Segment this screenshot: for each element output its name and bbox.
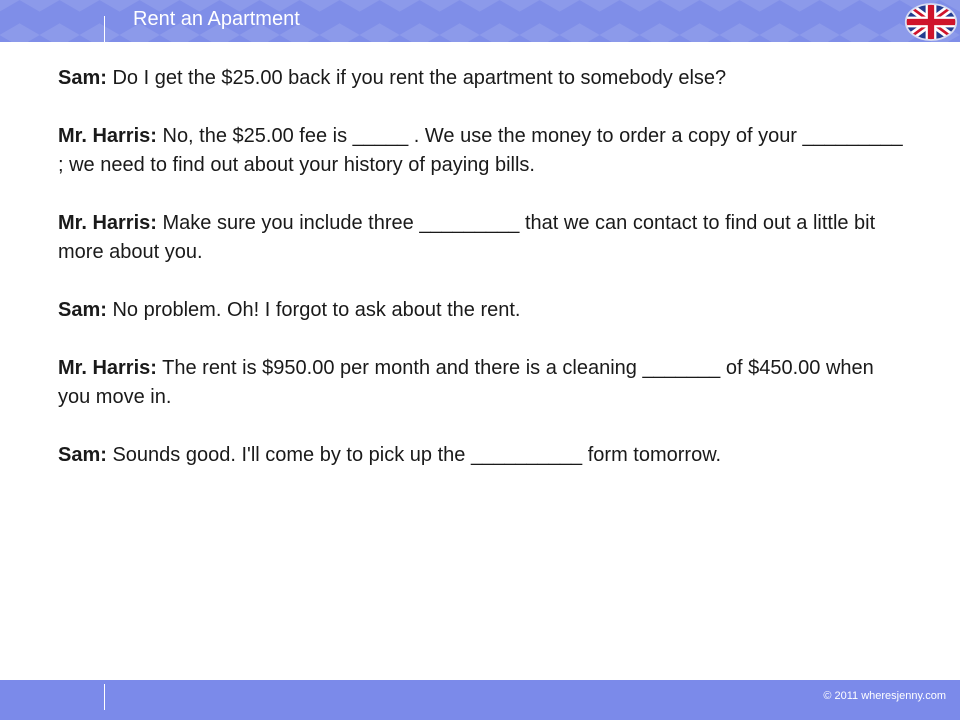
dialogue-paragraph: [58, 354, 908, 412]
answer-blank: _____: [352, 125, 409, 147]
dialogue-paragraph: [58, 122, 908, 180]
header-bar: [0, 0, 960, 42]
answer-blank: __________: [470, 444, 583, 466]
speaker-label: Mr. Harris:: [58, 125, 157, 147]
dialogue-text-segment: ; we need to find out about your history of paying bills.: [58, 154, 535, 176]
dialogue-text-segment: of $450.00 when you move in.: [58, 357, 874, 408]
dialogue-text-segment: form tomorrow.: [582, 444, 722, 466]
header-divider: [104, 16, 105, 42]
copyright-text: © 2011 wheresjenny.com: [823, 690, 946, 702]
answer-blank: _________: [419, 212, 520, 234]
dialogue-text-segment: Do I get the $25.00 back if you rent the apartment to somebody else?: [106, 67, 727, 89]
dialogue-text-segment: No, the $25.00 fee is: [156, 125, 353, 147]
dialogue-paragraph: [58, 441, 908, 470]
dialogue-paragraph: [58, 209, 908, 267]
answer-blank: _______: [642, 357, 721, 379]
dialogue-text-segment: No problem. Oh! I forgot to ask about the rent.: [106, 299, 521, 321]
dialogue-text-segment: The rent is $950.00 per month and there is a cleaning: [156, 357, 643, 379]
speaker-label: Mr. Harris:: [58, 212, 157, 234]
speaker-label: Sam:: [58, 67, 107, 89]
dialogue-text-segment: that we can contact to find out a little bit more about you.: [58, 212, 876, 263]
speaker-label: Mr. Harris:: [58, 357, 157, 379]
uk-flag-icon: [904, 2, 958, 42]
footer-divider: [104, 684, 105, 710]
dialogue-text-segment: Make sure you include three: [156, 212, 420, 234]
dialogue-text-segment: . We use the money to order a copy of your: [408, 125, 803, 147]
page-title: Rent an Apartment: [133, 8, 300, 30]
dialogue-text: [58, 64, 908, 499]
dialogue-text-segment: Sounds good. I'll come by to pick up the: [106, 444, 471, 466]
dialogue-paragraph: [58, 296, 908, 325]
footer-bar: [0, 680, 960, 720]
speaker-label: Sam:: [58, 299, 107, 321]
answer-blank: _________: [802, 125, 903, 147]
dialogue-paragraph: [58, 64, 908, 93]
speaker-label: Sam:: [58, 444, 107, 466]
